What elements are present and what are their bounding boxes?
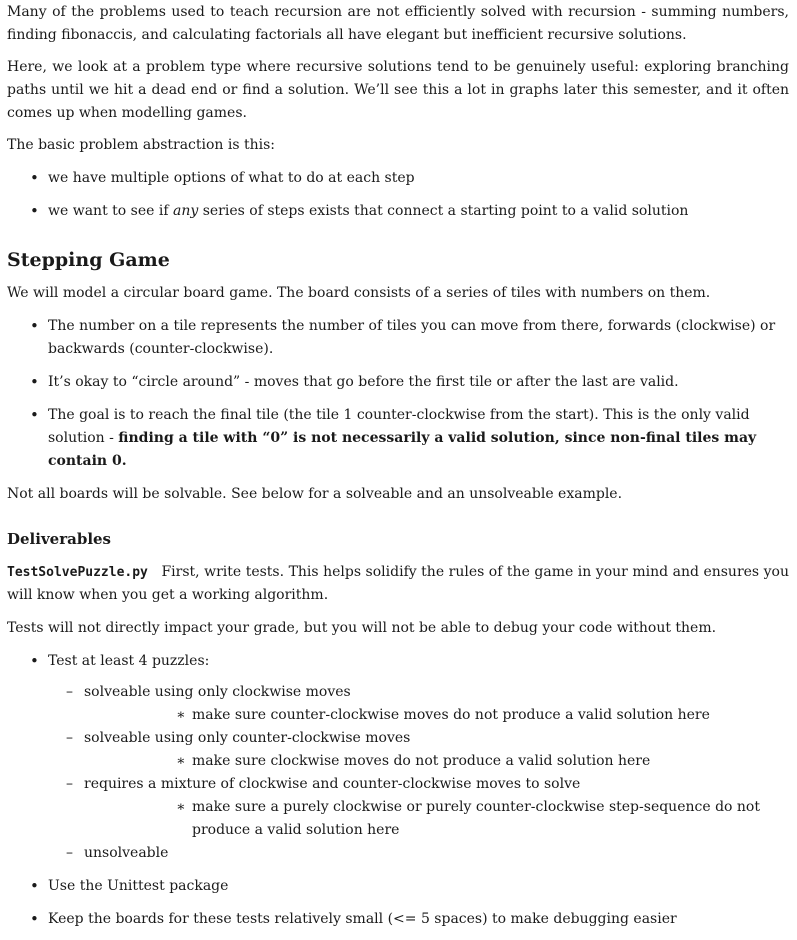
puzzle-type-1-sublist [84, 704, 789, 727]
test-filename: TestSolvePuzzle.py [7, 565, 148, 580]
stepping-rule-1 [7, 315, 789, 361]
stepping-game-heading: Stepping Game [7, 249, 170, 271]
deliverables-paragraph-2: Tests will not directly impact your grade, but you will not be able to debug your code without them. [7, 620, 717, 636]
stepping-paragraph-2: Not all boards will be solvable. See below for a solveable and an unsolveable example. [7, 486, 623, 502]
deliverables-bullet-3 [7, 908, 789, 931]
abstraction-bullet-2 [7, 200, 789, 223]
deliverables-bullet-2-text: Use the Unittest package [48, 878, 229, 894]
puzzle-type-3-note [84, 796, 789, 842]
stepping-rule-3-pre: The goal is to reach the final tile (the tile 1 counter-clockwise from the start). This is the only valid solution - [48, 407, 750, 446]
stepping-rule-3 [7, 404, 789, 473]
abstraction-bullet-2-post: series of steps exists that connect a starting point to a valid solution [198, 203, 689, 219]
puzzle-type-2-text: solveable using only counter-clockwise moves [84, 730, 411, 746]
deliverables-bullet-3-text: Keep the boards for these tests relatively small (<= 5 spaces) to make debugging easier [48, 911, 677, 927]
deliverables-list [7, 650, 789, 673]
puzzle-type-1 [7, 681, 789, 727]
deliverables-heading: Deliverables [7, 530, 112, 548]
abstraction-bullet-2-pre: we want to see if [48, 203, 173, 219]
deliverables-bullet-1 [7, 650, 789, 673]
intro-paragraph-3: The basic problem abstraction is this: [7, 137, 276, 153]
stepping-rule-3-bold: finding a tile with “0” is not necessarily a valid solution, since non-final tiles may contain 0. [48, 430, 757, 469]
abstraction-bullet-1 [7, 167, 789, 190]
abstraction-bullet-2-emphasis: any [172, 203, 199, 219]
abstraction-list [7, 167, 789, 223]
stepping-rule-2 [7, 371, 789, 394]
deliverables-bullet-2 [7, 875, 789, 898]
puzzle-type-4 [7, 842, 789, 865]
puzzle-type-3-note-text: make sure a purely clockwise or purely counter-clockwise step-sequence do not produce a valid solution here [192, 799, 760, 838]
puzzle-type-3-text: requires a mixture of clockwise and counter-clockwise moves to solve [84, 776, 581, 792]
puzzle-type-4-text: unsolveable [84, 845, 169, 861]
puzzle-type-2-note-text: make sure clockwise moves do not produce a valid solution here [192, 753, 651, 769]
abstraction-bullet-1-text: we have multiple options of what to do at each step [48, 170, 415, 186]
intro-paragraph-2: Here, we look at a problem type where recursive solutions tend to be genuinely useful: exploring branching paths until we hit a dead end or find a solution. We’ll see this a lot in graphs later this semester, and it often comes up when modelling games. [7, 59, 789, 121]
puzzle-type-1-text: solveable using only clockwise moves [84, 684, 351, 700]
puzzle-type-3-sublist [84, 796, 789, 842]
stepping-paragraph-1: We will model a circular board game. The board consists of a series of tiles with numbers on them. [7, 285, 711, 301]
deliverables-paragraph-1-text: First, write tests. This helps solidify the rules of the game in your mind and ensures you will know when you get a working algorithm. [7, 564, 789, 603]
puzzle-type-1-note [84, 704, 789, 727]
puzzle-type-1-note-text: make sure counter-clockwise moves do not produce a valid solution here [192, 707, 710, 723]
deliverables-bullet-1-text: Test at least 4 puzzles: [48, 653, 210, 669]
puzzle-types-list [7, 681, 789, 865]
puzzle-type-2-sublist [84, 750, 789, 773]
document-page [7, 0, 789, 931]
deliverables-paragraph-1 [7, 561, 789, 607]
deliverables-list-2 [7, 875, 789, 931]
puzzle-type-2-note [84, 750, 789, 773]
intro-paragraph-1: Many of the problems used to teach recursion are not efficiently solved with recursion - summing numbers, finding fibonaccis, and calculating factorials all have elegant but inefficient recursive solutions. [7, 4, 789, 43]
stepping-rule-2-text: It’s okay to “circle around” - moves that go before the first tile or after the last are valid. [48, 374, 679, 390]
puzzle-type-2 [7, 727, 789, 773]
stepping-rules-list [7, 315, 789, 473]
stepping-rule-1-text: The number on a tile represents the number of tiles you can move from there, forwards (clockwise) or backwards (counter-clockwise). [48, 318, 776, 357]
puzzle-type-3 [7, 773, 789, 842]
